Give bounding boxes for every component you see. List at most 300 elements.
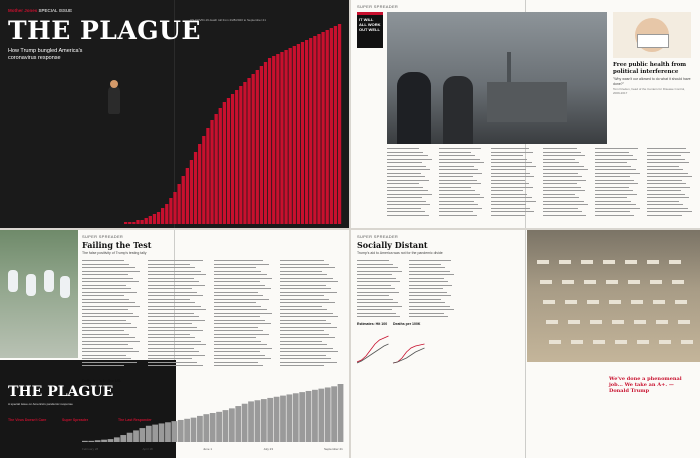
text-line: [409, 271, 450, 272]
text-line: [491, 208, 530, 209]
tests-bar: [171, 421, 177, 442]
text-line: [148, 337, 195, 338]
text-line: [280, 313, 333, 314]
tests-bar: [216, 412, 222, 442]
death-toll-bar: [219, 108, 222, 224]
tests-bar: [261, 399, 267, 442]
text-line: [82, 334, 129, 335]
callout-quote: We've done a phenomenal job... We take an A+. — Donald Trump: [609, 376, 682, 394]
text-line: [595, 166, 631, 167]
text-line: [387, 180, 429, 181]
text-line: [647, 194, 685, 195]
death-toll-bar: [128, 222, 131, 224]
text-line: [280, 271, 322, 272]
text-line: [491, 180, 525, 181]
stat-line: US COVID-19 death toll from 2/28/2020 to September 21: [190, 18, 266, 22]
text-line: [439, 152, 471, 153]
text-line: [214, 355, 265, 356]
text-line: [280, 274, 327, 275]
text-line: [387, 201, 426, 202]
death-toll-bar: [272, 56, 275, 224]
tests-bar: [159, 423, 165, 442]
tests-bar: [133, 430, 139, 442]
death-toll-bar: [289, 48, 292, 224]
text-line: [148, 285, 205, 286]
text-line: [82, 348, 133, 349]
text-line: [409, 278, 444, 279]
death-toll-bar: [132, 222, 135, 224]
text-line: [357, 302, 398, 303]
x-tick-label: July 23: [263, 447, 274, 451]
text-line: [357, 292, 399, 293]
body-text-lines: [82, 260, 344, 372]
tests-bar: [165, 422, 171, 442]
toc-section-2: Super Spreader: [62, 418, 89, 422]
text-line: [647, 187, 690, 188]
text-line: [357, 267, 398, 268]
text-line: [214, 330, 263, 331]
text-line: [280, 320, 326, 321]
text-line: [280, 355, 326, 356]
text-line: [387, 155, 428, 156]
text-line: [357, 306, 402, 307]
text-line: [148, 295, 203, 296]
text-line: [491, 152, 533, 153]
tests-bar: [152, 425, 158, 442]
text-line: [280, 278, 333, 279]
text-line: [214, 278, 272, 279]
tests-bar: [114, 437, 120, 442]
text-line: [357, 295, 389, 296]
text-line: [214, 334, 269, 335]
text-line: [82, 260, 124, 261]
text-line: [543, 194, 575, 195]
text-line: [647, 215, 682, 216]
chart-title: Daily tests in the US: [82, 378, 121, 383]
tests-bar: [306, 391, 312, 442]
text-line: [543, 159, 575, 160]
text-line: [387, 159, 432, 160]
death-toll-bar: [177, 184, 180, 224]
text-line: [595, 152, 629, 153]
text-line: [357, 299, 393, 300]
death-toll-bar: [223, 102, 226, 224]
tests-bar: [248, 401, 254, 442]
tests-bar: [88, 441, 94, 442]
text-line: [357, 281, 400, 282]
text-line: [387, 204, 430, 205]
death-toll-bar: [182, 176, 185, 224]
text-line: [387, 215, 429, 216]
text-line: [595, 176, 630, 177]
tests-bar: [140, 428, 146, 442]
text-line: [387, 211, 425, 212]
kicker: SUPER SPREADER: [357, 4, 399, 9]
text-line: [148, 341, 201, 342]
text-line: [543, 190, 585, 191]
text-line: [280, 288, 331, 289]
text-line: [647, 173, 688, 174]
death-toll-bar: [136, 220, 139, 224]
text-line: [491, 183, 529, 184]
text-line: [491, 159, 527, 160]
text-line: [280, 337, 335, 338]
text-line: [280, 309, 327, 310]
text-line: [409, 313, 444, 314]
tests-bar: [178, 420, 184, 442]
tests-bar: [95, 440, 101, 442]
death-toll-bar: [280, 52, 283, 224]
text-line: [409, 267, 445, 268]
death-toll-bar: [252, 74, 255, 224]
text-line: [357, 309, 392, 310]
text-line: [387, 169, 430, 170]
text-line: [82, 288, 131, 289]
text-line: [491, 194, 527, 195]
text-line: [148, 327, 197, 328]
text-line: [280, 351, 338, 352]
text-line: [491, 148, 529, 149]
death-toll-bar: [145, 218, 148, 224]
death-toll-bar: [157, 212, 160, 224]
death-toll-bar: [317, 34, 320, 224]
text-line: [280, 264, 329, 265]
text-line: [595, 215, 634, 216]
text-line: [491, 169, 526, 170]
tests-bar: [146, 426, 152, 442]
tests-bar: [280, 396, 286, 442]
tests-bar: [120, 435, 126, 442]
tests-bar: [108, 439, 114, 442]
tests-bar: [338, 384, 344, 442]
text-line: [647, 204, 683, 205]
figure-silhouette: [108, 86, 120, 114]
death-toll-bar: [301, 42, 304, 224]
text-line: [439, 201, 474, 202]
page-headline: Socially Distant: [357, 240, 428, 250]
text-line: [148, 351, 199, 352]
text-line: [543, 152, 581, 153]
text-line: [595, 180, 634, 181]
text-line: [387, 148, 419, 149]
text-line: [148, 306, 201, 307]
text-line: [214, 320, 265, 321]
death-toll-bar: [268, 58, 271, 224]
death-toll-bar: [153, 214, 156, 224]
text-line: [148, 344, 206, 345]
text-line: [387, 166, 426, 167]
text-line: [82, 292, 137, 293]
text-line: [439, 166, 474, 167]
text-line: [82, 299, 129, 300]
text-line: [214, 306, 261, 307]
page-dek: Trump's aid to America was not for the pandemic divide: [357, 251, 443, 255]
text-line: [387, 194, 432, 195]
text-line: [214, 264, 269, 265]
chart-b-title: Deaths per 100K: [393, 322, 421, 326]
text-line: [543, 180, 586, 181]
text-line: [148, 288, 192, 289]
text-line: [647, 176, 692, 177]
text-line: [82, 309, 128, 310]
text-line: [280, 281, 338, 282]
text-line: [280, 302, 335, 303]
person-left: [397, 72, 431, 144]
text-line: [543, 176, 582, 177]
cover-spread: [0, 0, 349, 228]
tests-bar: [293, 393, 299, 442]
text-line: [357, 260, 389, 261]
text-line: [357, 316, 400, 317]
text-line: [439, 187, 471, 188]
death-toll-bar: [231, 94, 234, 224]
spread-two: [351, 0, 700, 228]
text-line: [280, 365, 324, 366]
text-line: [148, 330, 203, 331]
text-line: [82, 316, 139, 317]
text-line: [595, 155, 633, 156]
text-line: [280, 267, 335, 268]
text-line: [214, 271, 261, 272]
text-line: [543, 183, 577, 184]
spread-four: [351, 230, 700, 458]
text-line: [280, 260, 324, 261]
death-toll-bar: [243, 82, 246, 224]
right-dek: "Why wasn't our allowed to do what it should have done?": [613, 77, 691, 86]
text-line: [82, 341, 140, 342]
text-line: [595, 204, 636, 205]
text-line: [82, 327, 137, 328]
text-line: [409, 295, 451, 296]
text-line: [409, 264, 441, 265]
text-line: [148, 264, 190, 265]
text-line: [148, 278, 194, 279]
text-line: [595, 211, 630, 212]
text-line: [214, 285, 265, 286]
text-line: [439, 180, 477, 181]
kicker: SUPER SPREADER: [82, 234, 124, 239]
toc-section-1: The Virus Doesn't Care: [8, 418, 47, 422]
text-line: [387, 152, 423, 153]
text-line: [214, 309, 267, 310]
text-line: [491, 211, 534, 212]
death-toll-bar: [140, 220, 143, 224]
text-line: [439, 173, 482, 174]
x-tick-label: September 21: [324, 447, 343, 451]
death-toll-bar: [202, 136, 205, 224]
text-line: [357, 271, 402, 272]
text-line: [595, 197, 627, 198]
text-line: [439, 162, 484, 163]
text-line: [214, 327, 258, 328]
text-line: [491, 190, 523, 191]
text-line: [409, 292, 447, 293]
text-line: [280, 295, 324, 296]
text-line: [357, 285, 391, 286]
text-line: [357, 288, 395, 289]
cover-subtitle: How Trump bungled America's coronavirus response: [8, 48, 83, 61]
tests-bar: [235, 406, 241, 442]
text-line: [491, 173, 530, 174]
text-line: [439, 194, 480, 195]
death-toll-bar: [194, 152, 197, 224]
tests-bar: [229, 408, 235, 442]
death-toll-bar: [284, 50, 287, 224]
text-line: [148, 260, 203, 261]
text-line: [148, 323, 192, 324]
text-line: [214, 288, 271, 289]
text-line: [647, 162, 689, 163]
right-headline: Free public health from political interference: [613, 62, 687, 75]
text-line: [491, 187, 533, 188]
text-line: [595, 162, 627, 163]
death-toll-chart: [0, 0, 349, 228]
text-line: [214, 313, 272, 314]
text-line: [387, 183, 419, 184]
text-line: [387, 162, 422, 163]
text-line: [148, 320, 205, 321]
text-line: [647, 155, 681, 156]
text-line: [214, 260, 263, 261]
death-toll-bar: [276, 54, 279, 224]
text-line: [409, 281, 448, 282]
text-line: [543, 201, 584, 202]
page-headline: Failing the Test: [82, 240, 152, 250]
text-line: [148, 281, 199, 282]
text-line: [214, 341, 261, 342]
text-line: [280, 306, 322, 307]
text-line: [491, 166, 536, 167]
text-line: [439, 211, 473, 212]
text-line: [543, 166, 584, 167]
text-line: [148, 316, 199, 317]
tests-bar: [299, 392, 305, 442]
brand-logo: Mother Jones SPECIAL ISSUE: [8, 8, 73, 13]
death-toll-bar: [198, 144, 201, 224]
text-line: [148, 362, 197, 363]
death-toll-bar: [313, 36, 316, 224]
text-line: [647, 208, 688, 209]
text-line: [543, 204, 588, 205]
text-line: [82, 358, 131, 359]
text-line: [491, 201, 536, 202]
text-line: [214, 351, 260, 352]
death-toll-bar: [210, 120, 213, 224]
text-line: [647, 152, 690, 153]
text-line: [595, 148, 638, 149]
text-line: [148, 267, 195, 268]
text-line: [647, 166, 679, 167]
text-line: [280, 344, 327, 345]
death-toll-bar: [165, 204, 168, 224]
text-line: [82, 274, 128, 275]
death-toll-bar: [173, 192, 176, 224]
text-line: [439, 208, 482, 209]
text-line: [82, 264, 129, 265]
text-line: [280, 348, 333, 349]
text-line: [387, 176, 425, 177]
text-line: [543, 173, 578, 174]
text-line: [439, 148, 481, 149]
text-line: [491, 197, 532, 198]
text-line: [595, 194, 637, 195]
death-toll-bar: [206, 128, 209, 224]
text-line: [543, 148, 577, 149]
toc-section-3: The Last Responder: [118, 418, 152, 422]
city-photo: [387, 12, 607, 144]
text-line: [280, 334, 329, 335]
text-line: [280, 327, 337, 328]
text-line: [409, 260, 451, 261]
text-line: [148, 271, 201, 272]
text-line: [214, 365, 263, 366]
text-line: [357, 264, 393, 265]
tests-bar: [242, 404, 248, 442]
text-line: [280, 362, 337, 363]
text-line: [491, 176, 534, 177]
tests-bar: [210, 413, 216, 442]
byline: Tom Frieden, head of the Centers for Disease Control, 2009-2017: [613, 87, 686, 95]
lab-photo: [0, 230, 78, 358]
page-dek: The false positivity of Trump's testing tally: [82, 251, 147, 255]
text-line: [595, 187, 629, 188]
tests-bar: [286, 394, 292, 442]
text-line: [647, 180, 682, 181]
death-toll-bar: [256, 70, 259, 224]
text-line: [82, 344, 128, 345]
tests-bar: [267, 398, 273, 442]
text-line: [439, 155, 475, 156]
tests-bar: [255, 400, 261, 442]
text-line: [148, 334, 190, 335]
mask-illustration: [613, 12, 691, 58]
text-line: [647, 169, 683, 170]
death-toll-bar: [326, 30, 329, 224]
text-line: [280, 285, 326, 286]
death-toll-bar: [186, 168, 189, 224]
text-line: [82, 351, 139, 352]
text-line: [357, 313, 396, 314]
text-line: [543, 162, 579, 163]
text-line: [647, 159, 685, 160]
tests-bar: [184, 419, 190, 442]
text-line: [647, 183, 686, 184]
death-toll-bar: [235, 90, 238, 224]
figure-head: [110, 80, 118, 88]
tests-bar: [325, 387, 331, 442]
text-line: [439, 197, 484, 198]
text-line: [82, 281, 139, 282]
tests-bar: [101, 440, 107, 442]
text-line: [357, 278, 396, 279]
tests-bar: [191, 418, 197, 442]
text-line: [409, 309, 454, 310]
death-toll-bar: [297, 44, 300, 224]
text-line: [543, 215, 586, 216]
text-line: [280, 316, 338, 317]
text-line: [82, 285, 126, 286]
text-line: [439, 183, 481, 184]
text-line: [409, 306, 450, 307]
death-toll-bar: [305, 40, 308, 224]
text-line: [543, 197, 579, 198]
text-line: [439, 204, 478, 205]
text-line: [280, 358, 331, 359]
x-tick-label: April 18: [142, 447, 153, 451]
death-toll-bar: [239, 86, 242, 224]
text-line: [214, 274, 267, 275]
tests-bar: [318, 389, 324, 442]
